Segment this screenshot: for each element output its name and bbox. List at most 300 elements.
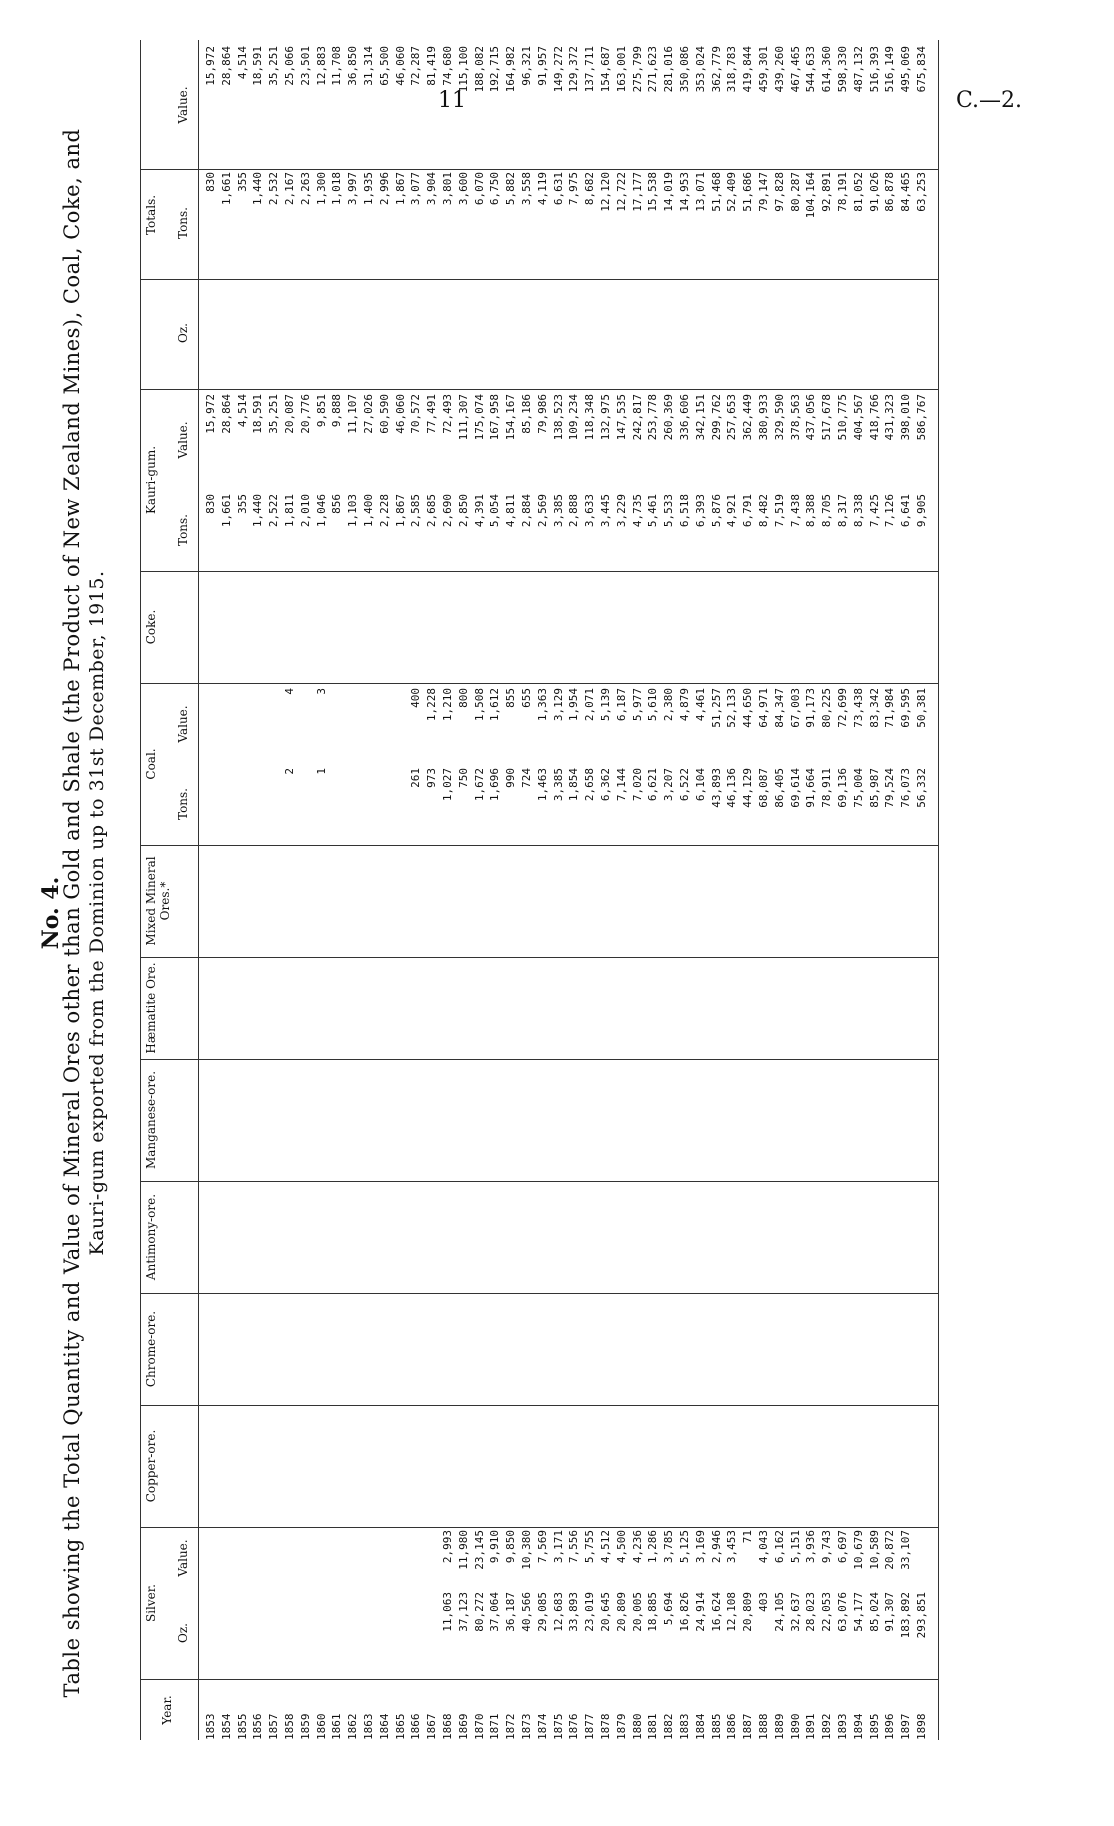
col-coal-value: Value. [176, 705, 190, 743]
coal-tons-cell: 91,664 [804, 768, 818, 808]
totals-tons-cell: 7,975 [567, 172, 581, 206]
coal-tons-cell: 69,614 [788, 768, 802, 808]
column-rule [140, 1293, 938, 1294]
kauri-val-cell: 18,591 [251, 394, 265, 434]
coal-tons-cell: 3,385 [551, 768, 565, 802]
totals-tons-cell: 3,600 [456, 172, 470, 206]
totals-val-cell: 11,708 [330, 46, 344, 86]
coal-val-cell: 655 [520, 688, 533, 708]
coal-val-cell: 2,071 [583, 688, 597, 722]
years-cell: 1897 [899, 1713, 913, 1740]
years-cell: 1887 [741, 1713, 755, 1740]
totals-val-cell: 96,321 [520, 46, 533, 86]
totals-val-cell: 675,834 [915, 46, 928, 93]
kauri-val-cell: 362,449 [741, 394, 755, 441]
years-cell: 1866 [409, 1713, 423, 1740]
kauri-val-cell: 510,775 [836, 394, 849, 441]
silver-oz-cell: 85,024 [867, 1592, 881, 1632]
totals-tons-cell: 5,882 [504, 172, 518, 206]
totals-val-cell: 188,082 [472, 46, 486, 93]
kauri-val-cell: 20,776 [298, 394, 312, 434]
kauri-tons-cell: 2,884 [520, 494, 533, 528]
totals-tons-cell: 15,538 [646, 172, 660, 212]
years-cell: 1889 [772, 1713, 786, 1740]
silver-oz-cell: 24,914 [693, 1592, 707, 1632]
kauri-tons-cell: 6,393 [693, 494, 707, 528]
totals-val-cell: 46,060 [393, 46, 407, 86]
coal-val-cell: 1,228 [425, 688, 439, 722]
kauri-tons-cell: 7,519 [772, 494, 786, 528]
kauri-tons-cell: 4,811 [504, 494, 518, 528]
col-totals-tons: Tons. [176, 207, 190, 239]
silver-val-cell: 4,236 [630, 1530, 644, 1564]
silver-oz-cell: 54,177 [851, 1592, 865, 1632]
totals-val-cell: 163,001 [614, 46, 628, 93]
years-cell: 1867 [425, 1713, 439, 1740]
coal-val-cell: 52,133 [725, 688, 739, 728]
years-cell: 1892 [820, 1713, 834, 1740]
silver-val-cell: 3,785 [662, 1530, 676, 1564]
kauri-val-cell: 111,307 [456, 394, 470, 441]
silver-val-cell: 23,145 [472, 1530, 486, 1570]
coal-tons-cell: 7,020 [630, 768, 644, 802]
totals-tons-cell: 2,532 [267, 172, 281, 206]
coal-val-cell: 5,977 [630, 688, 644, 722]
years-cell: 1884 [693, 1713, 707, 1740]
kauri-tons-cell: 2,888 [567, 494, 581, 528]
totals-val-cell: 598,330 [836, 46, 849, 93]
silver-oz-cell: 16,624 [709, 1592, 723, 1632]
coal-tons-cell: 724 [520, 768, 533, 788]
kauri-tons-cell: 3,385 [551, 494, 565, 528]
years-cell: 1865 [393, 1713, 407, 1740]
totals-tons-cell: 2,167 [283, 172, 296, 206]
totals-tons-cell: 14,953 [678, 172, 691, 212]
column-rule [140, 169, 938, 170]
col-silver-oz: Oz. [176, 1623, 190, 1643]
kauri-val-cell: 437,056 [804, 394, 818, 441]
years-cell: 1875 [551, 1713, 565, 1740]
kauri-val-cell: 329,590 [772, 394, 786, 441]
totals-tons-cell: 80,287 [788, 172, 802, 212]
coal-tons-cell: 6,621 [646, 768, 660, 802]
totals-tons-cell: 92,891 [820, 172, 834, 212]
totals-val-cell: 318,783 [725, 46, 739, 93]
totals-tons-cell: 3,077 [409, 172, 423, 206]
kauri-tons-cell: 2,010 [298, 494, 312, 528]
kauri-val-cell: 418,766 [867, 394, 881, 441]
years-cell: 1861 [330, 1713, 344, 1740]
coal-val-cell: 5,139 [599, 688, 612, 722]
kauri-val-cell: 46,060 [393, 394, 407, 434]
totals-tons-cell: 355 [235, 172, 249, 192]
kauri-val-cell: 257,653 [725, 394, 739, 441]
totals-val-cell: 164,982 [504, 46, 518, 93]
silver-oz-cell: 33,893 [567, 1592, 581, 1632]
years-cell: 1878 [599, 1713, 612, 1740]
silver-val-cell: 11,980 [456, 1530, 470, 1570]
document-code: C.—2. [956, 88, 1023, 113]
coal-val-cell: 855 [504, 688, 518, 708]
totals-val-cell: 544,633 [804, 46, 818, 93]
silver-oz-cell: 5,694 [662, 1592, 676, 1626]
column-rule [140, 957, 938, 958]
totals-tons-cell: 78,191 [836, 172, 849, 212]
column-rule [140, 845, 938, 846]
coal-val-cell: 80,225 [820, 688, 834, 728]
totals-tons-cell: 4,119 [535, 172, 549, 206]
coal-val-cell: 91,173 [804, 688, 818, 728]
totals-val-cell: 149,272 [551, 46, 565, 93]
silver-oz-cell: 293,851 [915, 1592, 928, 1639]
totals-val-cell: 350,086 [678, 46, 691, 93]
totals-tons-cell: 8,682 [583, 172, 597, 206]
years-cell: 1877 [583, 1713, 597, 1740]
column-rule [140, 1181, 938, 1182]
kauri-val-cell: 72,493 [441, 394, 454, 434]
years-cell: 1871 [488, 1713, 502, 1740]
silver-val-cell: 3,171 [551, 1530, 565, 1564]
totals-val-cell: 614,360 [820, 46, 834, 93]
kauri-tons-cell: 7,425 [867, 494, 881, 528]
silver-val-cell: 5,151 [788, 1530, 802, 1564]
coal-val-cell: 64,971 [757, 688, 770, 728]
kauri-val-cell: 11,107 [346, 394, 360, 434]
totals-tons-cell: 3,801 [441, 172, 454, 206]
kauri-val-cell: 28,864 [219, 394, 233, 434]
totals-val-cell: 115,100 [456, 46, 470, 93]
silver-oz-cell: 12,683 [551, 1592, 565, 1632]
totals-val-cell: 129,372 [567, 46, 581, 93]
coal-tons-cell: 2,658 [583, 768, 597, 802]
coal-tons-cell: 2 [283, 768, 296, 775]
kauri-val-cell: 147,535 [614, 394, 628, 441]
kauri-val-cell: 77,491 [425, 394, 439, 434]
kauri-val-cell: 175,074 [472, 394, 486, 441]
totals-val-cell: 35,251 [267, 46, 281, 86]
kauri-val-cell: 9,888 [330, 394, 344, 428]
kauri-tons-cell: 1,103 [346, 494, 360, 528]
kauri-val-cell: 132,975 [599, 394, 612, 441]
coal-val-cell: 72,699 [836, 688, 849, 728]
totals-tons-cell: 17,177 [630, 172, 644, 212]
col-antimony: Antimony-ore. [144, 1193, 158, 1281]
coal-tons-cell: 1,672 [472, 768, 486, 802]
years-cell: 1864 [377, 1713, 391, 1740]
silver-val-cell: 10,380 [520, 1530, 533, 1570]
totals-tons-cell: 830 [204, 172, 217, 192]
totals-val-cell: 192,715 [488, 46, 502, 93]
totals-val-cell: 137,711 [583, 46, 597, 93]
silver-oz-cell: 20,005 [630, 1592, 644, 1632]
years-cell: 1898 [915, 1713, 928, 1740]
kauri-val-cell: 253,778 [646, 394, 660, 441]
coal-val-cell: 6,187 [614, 688, 628, 722]
kauri-val-cell: 336,606 [678, 394, 691, 441]
totals-tons-cell: 91,026 [867, 172, 881, 212]
coal-tons-cell: 6,522 [678, 768, 691, 802]
kauri-tons-cell: 4,921 [725, 494, 739, 528]
totals-val-cell: 15,972 [204, 46, 217, 86]
kauri-tons-cell: 830 [204, 494, 217, 514]
kauri-tons-cell: 8,317 [836, 494, 849, 528]
col-coal: Coal. [144, 748, 158, 780]
years-cell: 1854 [219, 1713, 233, 1740]
totals-tons-cell: 81,052 [851, 172, 865, 212]
col-coal-tons: Tons. [176, 788, 190, 820]
totals-tons-cell: 2,263 [298, 172, 312, 206]
totals-tons-cell: 104,164 [804, 172, 818, 219]
coal-tons-cell: 1,027 [441, 768, 454, 802]
silver-oz-cell: 91,307 [883, 1592, 897, 1632]
totals-tons-cell: 1,935 [362, 172, 375, 206]
coal-tons-cell: 56,332 [915, 768, 928, 808]
kauri-tons-cell: 5,054 [488, 494, 502, 528]
years-cell: 1869 [456, 1713, 470, 1740]
kauri-tons-cell: 2,228 [377, 494, 391, 528]
silver-oz-cell: 20,645 [599, 1592, 612, 1632]
coal-val-cell: 51,257 [709, 688, 723, 728]
kauri-val-cell: 242,817 [630, 394, 644, 441]
kauri-val-cell: 27,026 [362, 394, 375, 434]
silver-oz-cell: 183,892 [899, 1592, 913, 1639]
kauri-tons-cell: 1,440 [251, 494, 265, 528]
totals-val-cell: 362,779 [709, 46, 723, 93]
kauri-val-cell: 431,323 [883, 394, 897, 441]
coal-tons-cell: 1,696 [488, 768, 502, 802]
kauri-tons-cell: 8,705 [820, 494, 834, 528]
kauri-tons-cell: 2,850 [456, 494, 470, 528]
totals-val-cell: 81,419 [425, 46, 439, 86]
years-cell: 1879 [614, 1713, 628, 1740]
kauri-tons-cell: 355 [235, 494, 249, 514]
coal-tons-cell: 7,144 [614, 768, 628, 802]
coal-val-cell: 3 [314, 688, 328, 695]
coal-val-cell: 5,610 [646, 688, 660, 722]
kauri-val-cell: 20,087 [283, 394, 296, 434]
coal-val-cell: 84,347 [772, 688, 786, 728]
silver-val-cell: 33,107 [899, 1530, 913, 1570]
years-cell: 1874 [535, 1713, 549, 1740]
column-rule [140, 389, 938, 390]
col-silver-value: Value. [176, 1539, 190, 1577]
kauri-tons-cell: 5,461 [646, 494, 660, 528]
silver-oz-cell: 36,187 [504, 1592, 518, 1632]
coal-tons-cell: 1,463 [535, 768, 549, 802]
totals-val-cell: 36,850 [346, 46, 360, 86]
coal-val-cell: 4,879 [678, 688, 691, 722]
coal-tons-cell: 68,087 [757, 768, 770, 808]
coal-tons-cell: 79,524 [883, 768, 897, 808]
totals-tons-cell: 6,631 [551, 172, 565, 206]
silver-oz-cell: 24,105 [772, 1592, 786, 1632]
totals-tons-cell: 12,722 [614, 172, 628, 212]
kauri-val-cell: 260,369 [662, 394, 676, 441]
page-number: 11 [438, 88, 466, 113]
silver-oz-cell: 40,566 [520, 1592, 533, 1632]
kauri-tons-cell: 1,811 [283, 494, 296, 528]
kauri-tons-cell: 7,438 [788, 494, 802, 528]
silver-val-cell: 7,569 [535, 1530, 549, 1564]
col-kauri-tons: Tons. [176, 514, 190, 546]
silver-val-cell: 10,589 [867, 1530, 881, 1570]
totals-tons-cell: 12,120 [599, 172, 612, 212]
coal-val-cell: 50,381 [915, 688, 928, 728]
silver-val-cell: 6,697 [836, 1530, 849, 1564]
kauri-tons-cell: 2,690 [441, 494, 454, 528]
kauri-tons-cell: 1,400 [362, 494, 375, 528]
years-cell: 1862 [346, 1713, 360, 1740]
totals-val-cell: 516,393 [867, 46, 881, 93]
col-copper: Copper-ore. [144, 1429, 158, 1503]
kauri-val-cell: 9,851 [314, 394, 328, 428]
silver-oz-cell: 12,108 [725, 1592, 739, 1632]
silver-oz-cell: 29,085 [535, 1592, 549, 1632]
silver-val-cell: 9,850 [504, 1530, 518, 1564]
col-kauri: Kauri-gum. [144, 445, 158, 515]
kauri-val-cell: 109,234 [567, 394, 581, 441]
coal-tons-cell: 78,911 [820, 768, 834, 808]
kauri-tons-cell: 4,391 [472, 494, 486, 528]
kauri-val-cell: 70,572 [409, 394, 423, 434]
table-title-line-1: Table showing the Total Quantity and Value of Mineral Ores other than Gold and Shale (the Product of New Zealand Mines), Coal, Coke, and [60, 128, 84, 1698]
totals-tons-cell: 51,686 [741, 172, 755, 212]
coal-tons-cell: 750 [456, 768, 470, 788]
coal-tons-cell: 3,207 [662, 768, 676, 802]
years-cell: 1857 [267, 1713, 281, 1740]
totals-tons-cell: 52,409 [725, 172, 739, 212]
years-cell: 1858 [283, 1713, 296, 1740]
silver-val-cell: 4,512 [599, 1530, 612, 1564]
totals-val-cell: 18,591 [251, 46, 265, 86]
coal-val-cell: 4,461 [693, 688, 707, 722]
years-cell: 1894 [851, 1713, 865, 1740]
col-totals: Totals. [144, 194, 158, 236]
kauri-val-cell: 342,151 [693, 394, 707, 441]
years-cell: 1873 [520, 1713, 533, 1740]
table-number: No. 4. [38, 876, 64, 950]
silver-val-cell: 2,993 [441, 1530, 454, 1564]
col-totals-value: Value. [176, 86, 190, 124]
totals-val-cell: 281,016 [662, 46, 676, 93]
col-kauri-value: Value. [176, 421, 190, 459]
coal-tons-cell: 85,987 [867, 768, 881, 808]
totals-tons-cell: 1,018 [330, 172, 344, 206]
totals-tons-cell: 13,071 [693, 172, 707, 212]
silver-val-cell: 7,556 [567, 1530, 581, 1564]
totals-val-cell: 275,799 [630, 46, 644, 93]
totals-tons-cell: 3,558 [520, 172, 533, 206]
kauri-tons-cell: 5,533 [662, 494, 676, 528]
silver-oz-cell: 80,272 [472, 1592, 486, 1632]
column-rule [140, 1527, 938, 1528]
years-cell: 1855 [235, 1713, 249, 1740]
totals-val-cell: 72,287 [409, 46, 423, 86]
totals-tons-cell: 1,440 [251, 172, 265, 206]
kauri-tons-cell: 7,126 [883, 494, 897, 528]
totals-val-cell: 467,465 [788, 46, 802, 93]
kauri-val-cell: 378,563 [788, 394, 802, 441]
silver-oz-cell: 37,123 [456, 1592, 470, 1632]
kauri-val-cell: 404,567 [851, 394, 865, 441]
coal-val-cell: 1,210 [441, 688, 454, 722]
kauri-val-cell: 380,933 [757, 394, 770, 441]
coal-val-cell: 44,650 [741, 688, 755, 728]
silver-val-cell: 4,500 [614, 1530, 628, 1564]
totals-tons-cell: 1,300 [314, 172, 328, 206]
totals-tons-cell: 1,867 [393, 172, 407, 206]
col-chrome: Chrome-ore. [144, 1310, 158, 1388]
silver-val-cell: 2,946 [709, 1530, 723, 1564]
kauri-tons-cell: 1,867 [393, 494, 407, 528]
silver-oz-cell: 11,063 [441, 1592, 454, 1632]
column-rule [140, 279, 938, 280]
silver-val-cell: 6,162 [772, 1530, 786, 1564]
years-cell: 1872 [504, 1713, 518, 1740]
totals-tons-cell: 3,997 [346, 172, 360, 206]
kauri-val-cell: 586,767 [915, 394, 928, 441]
kauri-tons-cell: 3,445 [599, 494, 612, 528]
coal-val-cell: 71,984 [883, 688, 897, 728]
totals-tons-cell: 84,465 [899, 172, 913, 212]
totals-tons-cell: 97,828 [772, 172, 786, 212]
coal-tons-cell: 69,136 [836, 768, 849, 808]
coal-tons-cell: 1 [314, 768, 328, 775]
years-cell: 1883 [678, 1713, 691, 1740]
column-rule [140, 1059, 938, 1060]
coal-tons-cell: 44,129 [741, 768, 755, 808]
totals-val-cell: 28,864 [219, 46, 233, 86]
col-year: Year. [160, 1695, 174, 1725]
silver-oz-cell: 403 [757, 1592, 770, 1612]
col-silver: Silver. [144, 1584, 158, 1623]
silver-oz-cell: 28,023 [804, 1592, 818, 1632]
totals-val-cell: 439,260 [772, 46, 786, 93]
silver-val-cell: 10,679 [851, 1530, 865, 1570]
years-cell: 1890 [788, 1713, 802, 1740]
coal-tons-cell: 990 [504, 768, 518, 788]
column-rule [140, 683, 938, 684]
years-cell: 1891 [804, 1713, 818, 1740]
totals-val-cell: 65,500 [377, 46, 391, 86]
col-manganese: Manganese-ore. [144, 1070, 158, 1170]
coal-tons-cell: 76,073 [899, 768, 913, 808]
kauri-tons-cell: 5,876 [709, 494, 723, 528]
kauri-tons-cell: 1,661 [219, 494, 233, 528]
years-cell: 1876 [567, 1713, 581, 1740]
kauri-val-cell: 85,186 [520, 394, 533, 434]
coal-val-cell: 83,342 [867, 688, 881, 728]
coal-val-cell: 2,380 [662, 688, 676, 722]
silver-val-cell: 4,043 [757, 1530, 770, 1564]
years-cell: 1888 [757, 1713, 770, 1740]
kauri-val-cell: 60,590 [377, 394, 391, 434]
kauri-tons-cell: 3,633 [583, 494, 597, 528]
totals-tons-cell: 86,878 [883, 172, 897, 212]
kauri-tons-cell: 2,685 [425, 494, 439, 528]
totals-val-cell: 516,149 [883, 46, 897, 93]
totals-tons-cell: 3,904 [425, 172, 439, 206]
totals-val-cell: 154,687 [599, 46, 612, 93]
kauri-tons-cell: 2,522 [267, 494, 281, 528]
silver-oz-cell: 20,809 [614, 1592, 628, 1632]
kauri-tons-cell: 6,791 [741, 494, 755, 528]
kauri-val-cell: 15,972 [204, 394, 217, 434]
coal-val-cell: 73,438 [851, 688, 865, 728]
totals-val-cell: 4,514 [235, 46, 249, 80]
column-rule [140, 1405, 938, 1406]
coal-tons-cell: 973 [425, 768, 439, 788]
